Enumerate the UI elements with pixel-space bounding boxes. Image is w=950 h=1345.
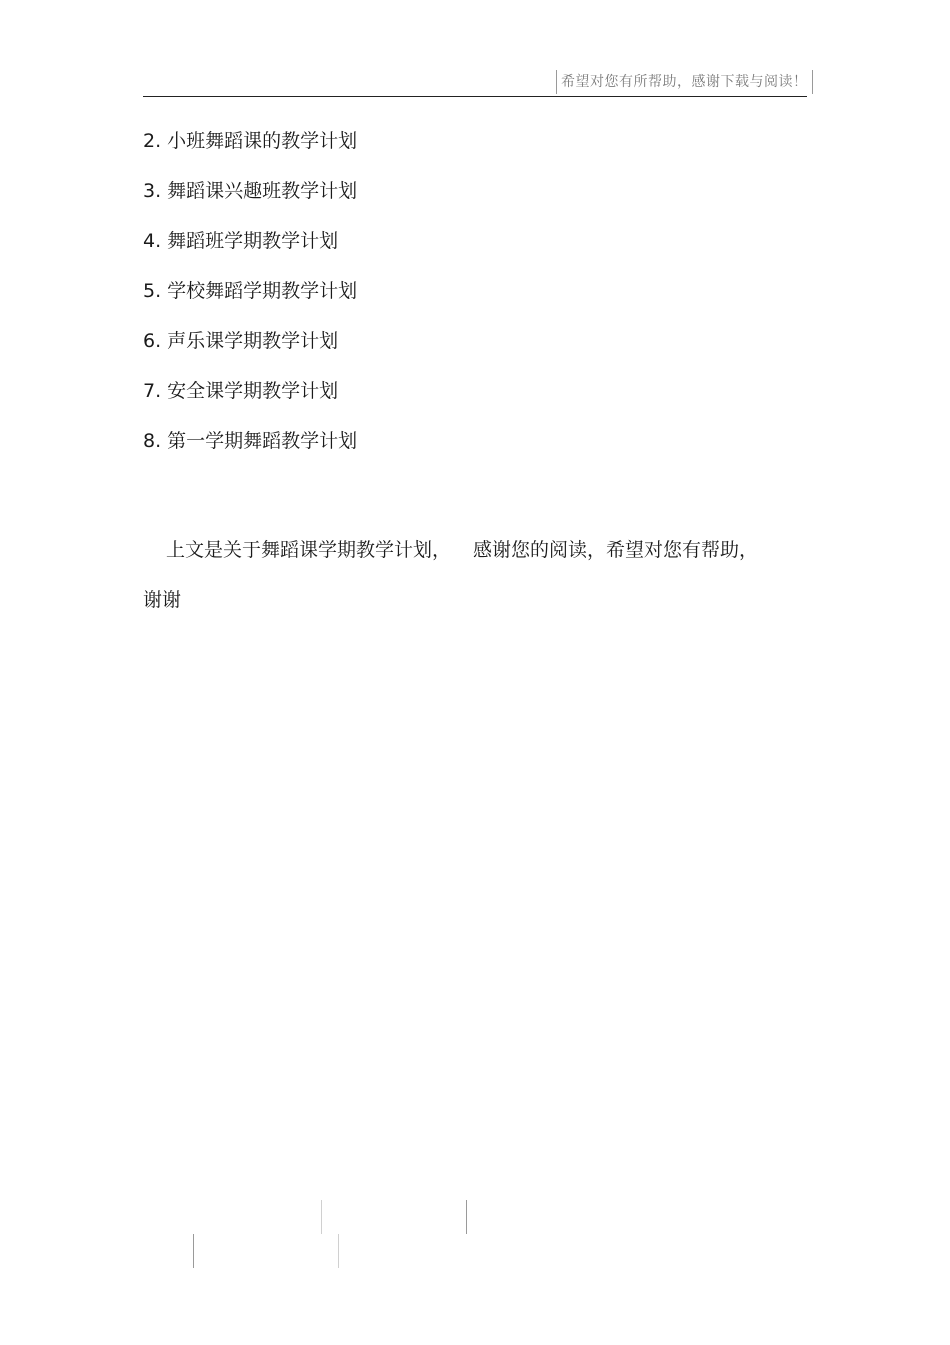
closing-text-part2: 感谢您的阅读，希望对您有帮助， <box>473 539 759 561</box>
closing-paragraph <box>143 525 808 625</box>
list-item[interactable]: 6. 声乐课学期教学计划 <box>143 330 339 352</box>
header-note: 希望对您有所帮助，感谢下载与阅读！ <box>556 70 813 94</box>
header-divider <box>143 96 807 97</box>
faint-divider <box>338 1234 339 1268</box>
closing-text-part1: 上文是关于舞蹈课学期教学计划， <box>166 539 452 561</box>
related-documents-list <box>143 126 357 476</box>
list-item[interactable]: 7. 安全课学期教学计划 <box>143 380 339 402</box>
faint-divider <box>193 1234 194 1268</box>
list-item[interactable]: 2. 小班舞蹈课的教学计划 <box>143 130 358 152</box>
closing-line-2: 谢谢 <box>143 589 182 611</box>
list-item[interactable]: 3. 舞蹈课兴趣班教学计划 <box>143 180 358 202</box>
list-item[interactable]: 5. 学校舞蹈学期教学计划 <box>143 280 358 302</box>
list-item[interactable]: 8. 第一学期舞蹈教学计划 <box>143 430 358 452</box>
list-item[interactable]: 4. 舞蹈班学期教学计划 <box>143 230 339 252</box>
closing-line-1 <box>143 525 808 575</box>
faint-divider <box>321 1200 322 1234</box>
faint-divider <box>466 1200 467 1234</box>
